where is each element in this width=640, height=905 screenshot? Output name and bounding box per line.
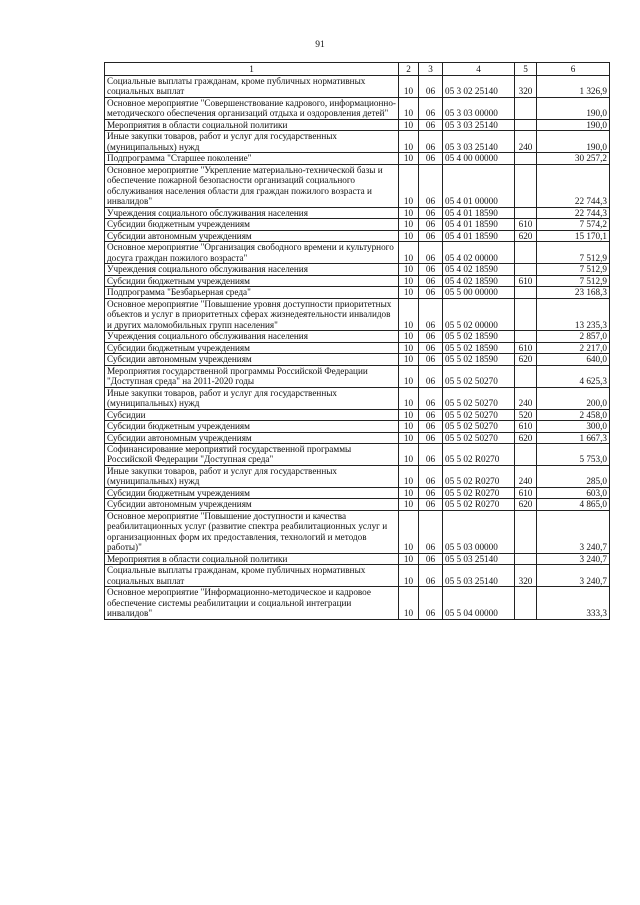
expense-type-cell	[515, 443, 537, 465]
column-header: 2	[399, 63, 419, 76]
target-article-cell: 05 5 02 50270	[443, 365, 515, 387]
section-code-cell: 10	[399, 97, 419, 119]
expense-type-cell	[515, 164, 537, 207]
row-name-cell: Учреждения социального обслуживания населения	[105, 207, 399, 218]
row-name-cell: Иные закупки товаров, работ и услуг для государственных (муниципальных) нужд	[105, 465, 399, 487]
column-header: 3	[419, 63, 443, 76]
subsection-code-cell: 06	[419, 354, 443, 365]
section-code-cell: 10	[399, 587, 419, 619]
row-name-cell: Подпрограмма "Безбарьерная среда"	[105, 287, 399, 298]
target-article-cell: 05 5 02 R0270	[443, 499, 515, 510]
subsection-code-cell: 06	[419, 230, 443, 241]
section-code-cell: 10	[399, 153, 419, 164]
amount-cell: 603,0	[537, 487, 610, 498]
expense-type-cell	[515, 553, 537, 564]
row-name-cell: Субсидии бюджетным учреждениям	[105, 342, 399, 353]
expense-type-cell	[515, 587, 537, 619]
budget-table	[104, 62, 610, 620]
row-name-cell: Основное мероприятие "Организация свободного времени и культурного досуга граждан пожилого возраста"	[105, 242, 399, 264]
amount-cell: 2 217,0	[537, 342, 610, 353]
table-row	[105, 510, 610, 553]
amount-cell: 22 744,3	[537, 164, 610, 207]
table-row	[105, 387, 610, 409]
table-row	[105, 465, 610, 487]
row-name-cell: Основное мероприятие "Повышение доступности и качества реабилитационных услуг (развитие спектра реабилитационных услуг и организационных форм их предоставления, технологий и методов работы)"	[105, 510, 399, 553]
expense-type-cell: 620	[515, 354, 537, 365]
subsection-code-cell: 06	[419, 153, 443, 164]
target-article-cell: 05 4 02 18590	[443, 275, 515, 286]
table-row	[105, 432, 610, 443]
row-name-cell: Субсидии автономным учреждениям	[105, 499, 399, 510]
amount-cell: 190,0	[537, 97, 610, 119]
expense-type-cell: 240	[515, 131, 537, 153]
amount-cell: 1 326,9	[537, 76, 610, 98]
section-code-cell: 10	[399, 499, 419, 510]
subsection-code-cell: 06	[419, 287, 443, 298]
table-row	[105, 230, 610, 241]
target-article-cell: 05 5 03 25140	[443, 553, 515, 564]
expense-type-cell	[515, 119, 537, 130]
table-row	[105, 275, 610, 286]
amount-cell: 300,0	[537, 421, 610, 432]
target-article-cell: 05 4 00 00000	[443, 153, 515, 164]
expense-type-cell: 610	[515, 421, 537, 432]
subsection-code-cell: 06	[419, 499, 443, 510]
table-row	[105, 331, 610, 342]
expense-type-cell: 620	[515, 432, 537, 443]
subsection-code-cell: 06	[419, 298, 443, 330]
target-article-cell: 05 4 01 00000	[443, 164, 515, 207]
expense-type-cell	[515, 264, 537, 275]
table-body	[105, 76, 610, 620]
target-article-cell: 05 3 03 00000	[443, 97, 515, 119]
section-code-cell: 10	[399, 164, 419, 207]
subsection-code-cell: 06	[419, 387, 443, 409]
amount-cell: 285,0	[537, 465, 610, 487]
section-code-cell: 10	[399, 465, 419, 487]
section-code-cell: 10	[399, 264, 419, 275]
amount-cell: 13 235,3	[537, 298, 610, 330]
row-name-cell: Иные закупки товаров, работ и услуг для государственных (муниципальных) нужд	[105, 131, 399, 153]
expense-type-cell	[515, 153, 537, 164]
subsection-code-cell: 06	[419, 365, 443, 387]
expense-type-cell	[515, 510, 537, 553]
amount-cell: 3 240,7	[537, 553, 610, 564]
row-name-cell: Субсидии бюджетным учреждениям	[105, 487, 399, 498]
section-code-cell: 10	[399, 510, 419, 553]
section-code-cell: 10	[399, 354, 419, 365]
row-name-cell: Социальные выплаты гражданам, кроме публичных нормативных социальных выплат	[105, 76, 399, 98]
section-code-cell: 10	[399, 131, 419, 153]
expense-type-cell: 320	[515, 565, 537, 587]
amount-cell: 7 512,9	[537, 264, 610, 275]
row-name-cell: Учреждения социального обслуживания населения	[105, 264, 399, 275]
target-article-cell: 05 5 02 50270	[443, 409, 515, 420]
table-row	[105, 153, 610, 164]
target-article-cell: 05 5 02 00000	[443, 298, 515, 330]
row-name-cell: Основное мероприятие "Информационно-методическое и кадровое обеспечение системы реабилитации и социальной интеграции инвалидов"	[105, 587, 399, 619]
target-article-cell: 05 5 02 18590	[443, 354, 515, 365]
amount-cell: 3 240,7	[537, 510, 610, 553]
expense-type-cell: 620	[515, 499, 537, 510]
table-row	[105, 97, 610, 119]
target-article-cell: 05 5 02 18590	[443, 331, 515, 342]
table-row	[105, 76, 610, 98]
target-article-cell: 05 5 02 R0270	[443, 487, 515, 498]
subsection-code-cell: 06	[419, 207, 443, 218]
amount-cell: 7 574,2	[537, 219, 610, 230]
target-article-cell: 05 5 04 00000	[443, 587, 515, 619]
section-code-cell: 10	[399, 242, 419, 264]
section-code-cell: 10	[399, 331, 419, 342]
target-article-cell: 05 5 02 50270	[443, 387, 515, 409]
subsection-code-cell: 06	[419, 331, 443, 342]
table-row	[105, 164, 610, 207]
subsection-code-cell: 06	[419, 565, 443, 587]
subsection-code-cell: 06	[419, 119, 443, 130]
subsection-code-cell: 06	[419, 432, 443, 443]
table-row	[105, 119, 610, 130]
expense-type-cell	[515, 242, 537, 264]
expense-type-cell	[515, 331, 537, 342]
column-header: 4	[443, 63, 515, 76]
column-header: 1	[105, 63, 399, 76]
target-article-cell: 05 4 01 18590	[443, 207, 515, 218]
amount-cell: 15 170,1	[537, 230, 610, 241]
section-code-cell: 10	[399, 76, 419, 98]
section-code-cell: 10	[399, 387, 419, 409]
subsection-code-cell: 06	[419, 131, 443, 153]
expense-type-cell	[515, 97, 537, 119]
target-article-cell: 05 4 01 18590	[443, 219, 515, 230]
expense-type-cell: 610	[515, 275, 537, 286]
target-article-cell: 05 5 00 00000	[443, 287, 515, 298]
table-row	[105, 421, 610, 432]
row-name-cell: Субсидии бюджетным учреждениям	[105, 219, 399, 230]
row-name-cell: Субсидии автономным учреждениям	[105, 354, 399, 365]
amount-cell: 4 625,3	[537, 365, 610, 387]
table-row	[105, 207, 610, 218]
amount-cell: 333,3	[537, 587, 610, 619]
section-code-cell: 10	[399, 409, 419, 420]
expense-type-cell: 320	[515, 76, 537, 98]
section-code-cell: 10	[399, 365, 419, 387]
column-header: 6	[537, 63, 610, 76]
target-article-cell: 05 5 02 R0270	[443, 443, 515, 465]
row-name-cell: Мероприятия государственной программы Российской Федерации "Доступная среда" на 2011-2020 годы	[105, 365, 399, 387]
amount-cell: 7 512,9	[537, 275, 610, 286]
section-code-cell: 10	[399, 119, 419, 130]
row-name-cell: Софинансирование мероприятий государственной программы Российской Федерации "Доступная среда"	[105, 443, 399, 465]
subsection-code-cell: 06	[419, 510, 443, 553]
subsection-code-cell: 06	[419, 487, 443, 498]
expense-type-cell: 520	[515, 409, 537, 420]
table-row	[105, 242, 610, 264]
row-name-cell: Субсидии	[105, 409, 399, 420]
amount-cell: 640,0	[537, 354, 610, 365]
amount-cell: 190,0	[537, 119, 610, 130]
amount-cell: 22 744,3	[537, 207, 610, 218]
subsection-code-cell: 06	[419, 97, 443, 119]
target-article-cell: 05 4 01 18590	[443, 230, 515, 241]
expense-type-cell	[515, 365, 537, 387]
target-article-cell: 05 4 02 00000	[443, 242, 515, 264]
expense-type-cell	[515, 287, 537, 298]
row-name-cell: Мероприятия в области социальной политики	[105, 119, 399, 130]
target-article-cell: 05 4 02 18590	[443, 264, 515, 275]
section-code-cell: 10	[399, 207, 419, 218]
row-name-cell: Мероприятия в области социальной политики	[105, 553, 399, 564]
amount-cell: 4 865,0	[537, 499, 610, 510]
subsection-code-cell: 06	[419, 409, 443, 420]
subsection-code-cell: 06	[419, 164, 443, 207]
table-row	[105, 219, 610, 230]
section-code-cell: 10	[399, 298, 419, 330]
table-row	[105, 365, 610, 387]
subsection-code-cell: 06	[419, 76, 443, 98]
row-name-cell: Субсидии автономным учреждениям	[105, 230, 399, 241]
table-row	[105, 553, 610, 564]
expense-type-cell: 610	[515, 487, 537, 498]
table-row	[105, 354, 610, 365]
row-name-cell: Субсидии бюджетным учреждениям	[105, 275, 399, 286]
section-code-cell: 10	[399, 553, 419, 564]
amount-cell: 23 168,3	[537, 287, 610, 298]
subsection-code-cell: 06	[419, 443, 443, 465]
section-code-cell: 10	[399, 421, 419, 432]
target-article-cell: 05 5 02 18590	[443, 342, 515, 353]
table-row	[105, 587, 610, 619]
expense-type-cell: 240	[515, 387, 537, 409]
target-article-cell: 05 3 02 25140	[443, 76, 515, 98]
amount-cell: 2 857,0	[537, 331, 610, 342]
expense-type-cell: 240	[515, 465, 537, 487]
section-code-cell: 10	[399, 565, 419, 587]
table-row	[105, 443, 610, 465]
subsection-code-cell: 06	[419, 264, 443, 275]
row-name-cell: Субсидии автономным учреждениям	[105, 432, 399, 443]
section-code-cell: 10	[399, 443, 419, 465]
expense-type-cell: 610	[515, 342, 537, 353]
subsection-code-cell: 06	[419, 553, 443, 564]
table-row	[105, 287, 610, 298]
table-row	[105, 499, 610, 510]
table-row	[105, 565, 610, 587]
amount-cell: 7 512,9	[537, 242, 610, 264]
section-code-cell: 10	[399, 342, 419, 353]
subsection-code-cell: 06	[419, 421, 443, 432]
amount-cell: 1 667,3	[537, 432, 610, 443]
expense-type-cell: 620	[515, 230, 537, 241]
target-article-cell: 05 3 03 25140	[443, 131, 515, 153]
target-article-cell: 05 5 02 50270	[443, 432, 515, 443]
amount-cell: 2 458,0	[537, 409, 610, 420]
section-code-cell: 10	[399, 487, 419, 498]
table-header-row	[105, 63, 610, 76]
amount-cell: 190,0	[537, 131, 610, 153]
row-name-cell: Основное мероприятие "Укрепление материально-технической базы и обеспечение пожарной безопасности организаций социального обслуживания населения области для граждан пожилого возраста и инвалидов"	[105, 164, 399, 207]
subsection-code-cell: 06	[419, 465, 443, 487]
target-article-cell: 05 5 02 50270	[443, 421, 515, 432]
section-code-cell: 10	[399, 287, 419, 298]
target-article-cell: 05 5 03 00000	[443, 510, 515, 553]
row-name-cell: Основное мероприятие "Повышение уровня доступности приоритетных объектов и услуг в приоритетных сферах жизнедеятельности инвалидов и других маломобильных групп населения"	[105, 298, 399, 330]
expense-type-cell	[515, 207, 537, 218]
table-row	[105, 342, 610, 353]
amount-cell: 200,0	[537, 387, 610, 409]
amount-cell: 3 240,7	[537, 565, 610, 587]
row-name-cell: Социальные выплаты гражданам, кроме публичных нормативных социальных выплат	[105, 565, 399, 587]
subsection-code-cell: 06	[419, 219, 443, 230]
amount-cell: 30 257,2	[537, 153, 610, 164]
row-name-cell: Подпрограмма "Старшее поколение"	[105, 153, 399, 164]
table-row	[105, 487, 610, 498]
section-code-cell: 10	[399, 432, 419, 443]
section-code-cell: 10	[399, 230, 419, 241]
table-row	[105, 264, 610, 275]
expense-type-cell: 610	[515, 219, 537, 230]
amount-cell: 5 753,0	[537, 443, 610, 465]
target-article-cell: 05 5 02 R0270	[443, 465, 515, 487]
subsection-code-cell: 06	[419, 587, 443, 619]
table-row	[105, 298, 610, 330]
column-header: 5	[515, 63, 537, 76]
target-article-cell: 05 3 03 25140	[443, 119, 515, 130]
row-name-cell: Субсидии бюджетным учреждениям	[105, 421, 399, 432]
section-code-cell: 10	[399, 219, 419, 230]
page-number: 91	[315, 40, 325, 50]
row-name-cell: Учреждения социального обслуживания населения	[105, 331, 399, 342]
table-row	[105, 131, 610, 153]
row-name-cell: Основное мероприятие "Совершенствование кадрового, информационно-методического обеспечения организаций отдыха и оздоровления детей"	[105, 97, 399, 119]
expense-type-cell	[515, 298, 537, 330]
target-article-cell: 05 5 03 25140	[443, 565, 515, 587]
section-code-cell: 10	[399, 275, 419, 286]
subsection-code-cell: 06	[419, 275, 443, 286]
subsection-code-cell: 06	[419, 342, 443, 353]
table-row	[105, 409, 610, 420]
subsection-code-cell: 06	[419, 242, 443, 264]
row-name-cell: Иные закупки товаров, работ и услуг для государственных (муниципальных) нужд	[105, 387, 399, 409]
